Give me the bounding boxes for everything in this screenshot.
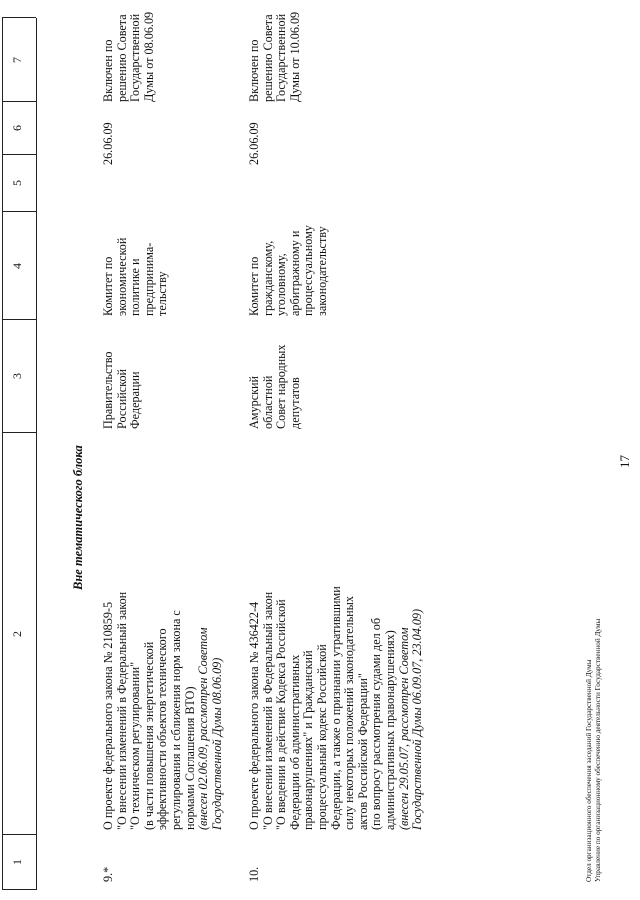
date: 26.06.09 (101, 122, 115, 165)
bill-title-text: О проекте федерального закона № 210859-5 "О внесении изменений в Федеральный закон "О техническом регулировании" (в части повышения энергетической эффективности объектов технического регулирования и сближения норм закона с нормами Соглашения ВТО) (101, 591, 197, 830)
committee: Комитет по экономической политике и предпринима- тельству (101, 237, 170, 316)
column-number-6: 6 (10, 125, 24, 131)
initiator: Правительство Российской Федерации (101, 351, 143, 429)
status: Включен по решению Совета Государственной Думы от 10.06.09 (247, 11, 302, 102)
bill-title-text: О проекте федерального закона № 436422-4 "О внесении изменений в Федеральный закон "О введении в действие Кодекса Российской Федерации об административных правонарушениях" и Гражданский процессуальный кодекс Российской Федерации, а также о признании утратившими силу некоторых положений законодательных актов Российской Федерации" (по вопросу рассмотрения судами дел об административных правонарушениях) (247, 586, 397, 830)
page-number: 17 (617, 455, 632, 468)
row-number: 10. (247, 866, 261, 882)
column-number-4: 4 (10, 263, 24, 269)
bill-note: (внесен 29.05.07, рассмотрен Советом Государственной Думы 06.09.07, 23.04.09) (396, 608, 425, 830)
initiator: Амурский областной Совет народных депутатов (247, 344, 302, 429)
bill-title (248, 435, 425, 830)
column-number-5: 5 (10, 180, 24, 186)
footer-line-2: Управление по организационному обеспечению деятельности Государственной Думы (593, 618, 602, 882)
row-number: 9.* (101, 866, 115, 882)
status: Включен по решению Совета Государственной Думы от 08.06.09 (101, 11, 156, 102)
footer (585, 619, 602, 882)
date: 26.06.09 (247, 122, 261, 165)
bill-title (102, 435, 224, 830)
committee: Комитет по гражданскому, уголовному, арбитражному и процессуальному законодательству (247, 225, 329, 316)
column-number-7: 7 (10, 57, 24, 63)
column-number-1: 1 (10, 859, 24, 865)
footer-line-1: Отдел организационного обеспечения заседаний Государственной Думы (585, 659, 593, 882)
column-number-2: 2 (10, 631, 24, 637)
column-number-3: 3 (10, 373, 24, 379)
bill-note: (внесен 02.06.09, рассмотрен Советом Государственной Думы 08.06.09) (196, 627, 224, 830)
section-title: Вне тематического блока (71, 445, 85, 590)
